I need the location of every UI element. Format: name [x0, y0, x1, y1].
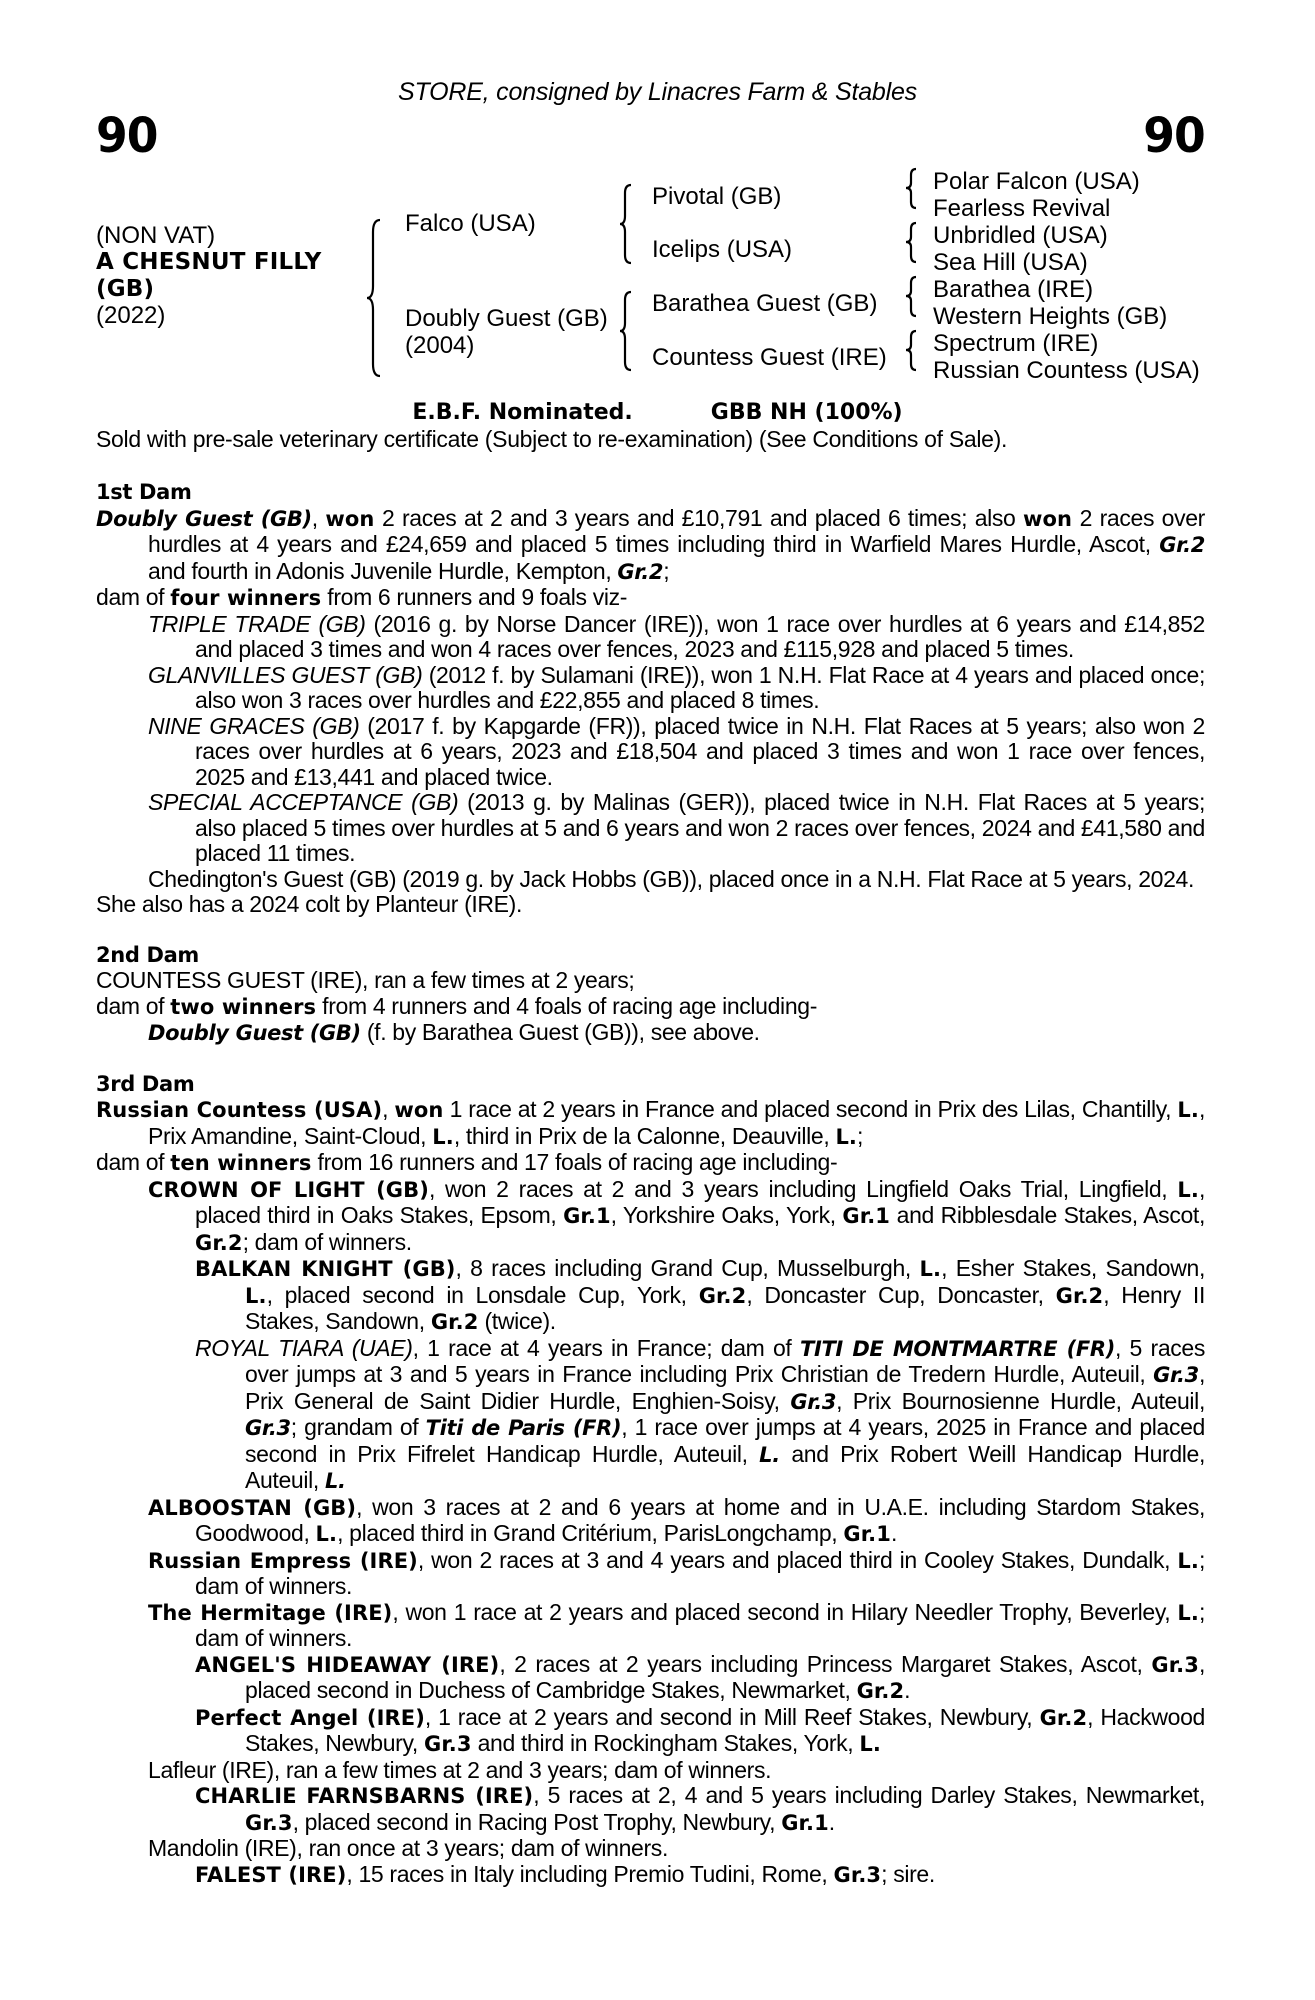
progeny-entry: ROYAL TIARA (UAE), 1 race at 4 years in France; dam of TITI DE MONTMARTRE (FR), 5 races over jumps at 3 and 5 years in France including Prix Christian de Tredern Hurdle, Auteuil, Gr.3, Prix General de Saint Didier Hurdle, Enghien-Soisy, Gr.3, Prix Bournosienne Hurdle, Auteuil, Gr.3; grandam of Titi de Paris (FR), 1 race over jumps at 4 years, 2025 in France and placed second in Prix Fifrelet Handicap Hurdle, Auteuil, L. and Prix Robert Weill Handicap Hurdle, Auteuil, L. — [195, 1334, 1206, 1493]
horse-name-country: (GB) — [96, 276, 155, 302]
pedigree-brace-gg4 — [905, 329, 919, 373]
progeny-entry: Doubly Guest (GB) (f. by Barathea Guest (GB)), see above. — [148, 1019, 760, 1045]
third-dam-title: 3rd Dam — [96, 1071, 195, 1096]
nominations — [0, 400, 1315, 425]
progeny-entry: The Hermitage (IRE), won 1 race at 2 years and placed second in Hilary Needler Trophy, Beverley, L.; dam of winners. — [148, 1598, 1206, 1651]
progeny-entry: TRIPLE TRADE (GB) (2016 g. by Norse Dancer (IRE)), won 1 race over hurdles at 6 years and £14,852 and placed 3 times and won 4 races over fences, 2023 and £115,928 and placed 5 times. — [148, 610, 1205, 662]
progeny-entry: FALEST (IRE), 15 races in Italy including Premio Tudini, Rome, Gr.3; sire. — [195, 1860, 935, 1887]
ggp-1: Polar Falcon (USA) — [933, 168, 1140, 195]
horse-name: A CHESNUT FILLY — [96, 249, 322, 275]
pedigree-brace-main — [365, 218, 387, 378]
progeny-entry: ANGEL'S HIDEAWAY (IRE), 2 races at 2 years including Princess Margaret Stakes, Ascot, Gr.3, placed second in Duchess of Cambridge Stakes, Newmarket, Gr.2. — [195, 1650, 1205, 1703]
sire-sire: Pivotal (GB) — [652, 183, 782, 210]
second-dam-record: COUNTESS GUEST (IRE), ran a few times at 2 years; — [96, 967, 635, 993]
progeny-entry: SPECIAL ACCEPTANCE (GB) (2013 g. by Malinas (GER)), placed twice in N.H. Flat Races at 5 years; also placed 5 times over hurdles at 5 and 6 years and won 2 races over fences, 2024 and £41,580 and placed 11 times. — [148, 789, 1205, 866]
progeny-entry: CROWN OF LIGHT (GB), won 2 races at 2 and 3 years including Lingfield Oaks Trial, Lingfield, L., placed third in Oaks Stakes, Epsom, Gr.1, Yorkshire Oaks, York, Gr.1 and Ribblesdale Stakes, Ascot, Gr.2; dam of winners. — [148, 1175, 1205, 1255]
third-dam-record: Russian Countess (USA), won 1 race at 2 years in France and placed second in Prix des Lilas, Chantilly, L., Prix Amandine, Saint-Cloud, L., third in Prix de la Calonne, Deauville, L.; — [96, 1096, 1205, 1149]
first-dam-record: Doubly Guest (GB), won 2 races at 2 and 3 years and £10,791 and placed 6 times; also won 2 races over hurdles at 4 years and £24,659 and placed 5 times including third in Warfield Mares Hurdle, Ascot, Gr.2 and fourth in Adonis Juvenile Hurdle, Kempton, Gr.2; — [96, 504, 1205, 584]
third-dam-produce-summary: dam of ten winners from 16 runners and 17 foals of racing age including- — [96, 1149, 838, 1175]
pedigree-brace-gg1 — [905, 167, 919, 211]
pedigree-brace-dam — [619, 290, 635, 372]
pedigree-brace-gg2 — [905, 221, 919, 265]
consignor-header: STORE, consigned by Linacres Farm & Stables — [398, 78, 917, 106]
dam-year: (2004) — [405, 332, 475, 359]
progeny-entry: GLANVILLES GUEST (GB) (2012 f. by Sulamani (IRE)), won 1 N.H. Flat Race at 4 years and placed once; also won 3 races over hurdles and £22,855 and placed 8 times. — [148, 661, 1205, 713]
ggp-3: Unbridled (USA) — [933, 222, 1108, 249]
ggp-6: Western Heights (GB) — [933, 303, 1168, 330]
progeny-entry: Lafleur (IRE), ran a few times at 2 and 3 years; dam of winners. — [148, 1756, 772, 1783]
first-dam-name: Doubly Guest (GB) — [96, 506, 312, 531]
dam-dam: Countess Guest (IRE) — [652, 344, 887, 371]
ebf-nominated: E.B.F. Nominated. — [412, 400, 633, 425]
second-dam-produce-summary: dam of two winners from 4 runners and 4 foals of racing age including- — [96, 992, 818, 1019]
vat-status: (NON VAT) — [96, 222, 216, 249]
progeny-entry: ALBOOSTAN (GB), won 3 races at 2 and 6 years at home and in U.A.E. including Stardom Stakes, Goodwood, L., placed third in Grand Critérium, ParisLongchamp, Gr.1. — [148, 1493, 1206, 1546]
vet-certificate-note: Sold with pre-sale veterinary certificate (Subject to re-examination) (See Conditions of Sale). — [96, 426, 1008, 452]
gbb-status: GBB NH (100%) — [710, 400, 903, 425]
lot-number-left: 90 — [96, 108, 158, 164]
dam: Doubly Guest (GB) — [405, 305, 608, 332]
lot-number-right: 90 — [1143, 108, 1205, 164]
sire-dam: Icelips (USA) — [652, 236, 793, 263]
first-dam-also: She also has a 2024 colt by Planteur (IRE). — [96, 891, 523, 917]
progeny-entry: CHARLIE FARNSBARNS (IRE), 5 races at 2, 4 and 5 years including Darley Stakes, Newmarket, Gr.3, placed second in Racing Post Trophy, Newbury, Gr.1. — [195, 1782, 1205, 1835]
progeny-entry: Perfect Angel (IRE), 1 race at 2 years and second in Mill Reef Stakes, Newbury, Gr.2, Hackwood Stakes, Newbury, Gr.3 and third in Rockingham Stakes, York, L. — [195, 1703, 1205, 1756]
pedigree-brace-sire — [619, 183, 635, 265]
first-dam-produce-summary: dam of four winners from 6 runners and 9 foals viz- — [96, 584, 628, 610]
dam-sire: Barathea Guest (GB) — [652, 290, 878, 317]
first-dam-title: 1st Dam — [96, 480, 192, 504]
ggp-4: Sea Hill (USA) — [933, 249, 1088, 276]
pedigree-brace-gg3 — [905, 275, 919, 319]
ggp-5: Barathea (IRE) — [933, 276, 1094, 303]
horse-year: (2022) — [96, 302, 166, 329]
progeny-entry: Chedington's Guest (GB) (2019 g. by Jack Hobbs (GB)), placed once in a N.H. Flat Race at 5 years, 2024. — [148, 865, 1195, 892]
progeny-entry: NINE GRACES (GB) (2017 f. by Kapgarde (FR)), placed twice in N.H. Flat Races at 5 years; also won 2 races over hurdles at 6 years, 2023 and £18,504 and placed 3 times and won 1 race over fences, 2025 and £13,441 and placed twice. — [148, 712, 1205, 790]
sire: Falco (USA) — [405, 210, 536, 237]
ggp-8: Russian Countess (USA) — [933, 357, 1200, 384]
second-dam-title: 2nd Dam — [96, 942, 199, 967]
progeny-entry: BALKAN KNIGHT (GB), 8 races including Grand Cup, Musselburgh, L., Esher Stakes, Sandown, L., placed second in Lonsdale Cup, York, Gr.2, Doncaster Cup, Doncaster, Gr.2, Henry II Stakes, Sandown, Gr.2 (twice). — [195, 1255, 1205, 1334]
ggp-2: Fearless Revival — [933, 195, 1111, 222]
catalogue-body — [96, 480, 1205, 1888]
progeny-entry: Russian Empress (IRE), won 2 races at 3 and 4 years and placed third in Cooley Stakes, Dundalk, L.; dam of winners. — [148, 1546, 1205, 1599]
progeny-entry: Mandolin (IRE), ran once at 3 years; dam of winners. — [148, 1835, 668, 1861]
ggp-7: Spectrum (IRE) — [933, 330, 1099, 357]
